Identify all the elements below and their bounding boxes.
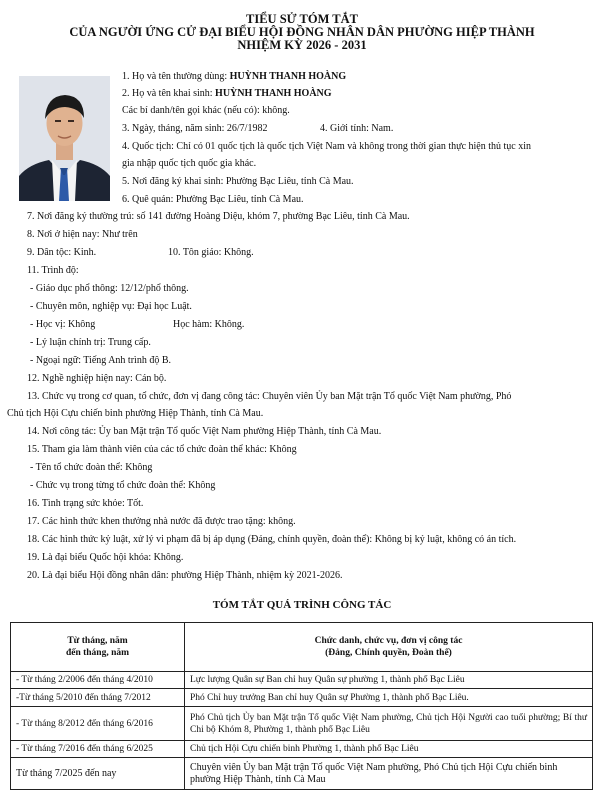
field-gender: 4. Giới tính: Nam. — [320, 123, 394, 134]
field-birth-date: 3. Ngày, tháng, năm sinh: 26/7/1982 — [122, 123, 268, 134]
field-awards: 17. Các hình thức khen thưởng nhà nước đã được trao tặng: không. — [27, 516, 296, 527]
field-specialty: - Chuyên môn, nghiệp vụ: Đại học Luật. — [30, 301, 192, 312]
field-discipline: 18. Các hình thức kỷ luật, xử lý vi phạm đã bị áp dụng (Đảng, chính quyền, đoàn thể): Không bị kỷ luật, không có án tích. — [27, 534, 517, 545]
doc-subtitle: CỦA NGƯỜI ỨNG CỬ ĐẠI BIỂU HỘI ĐỒNG NHÂN DÂN PHƯỜNG HIỆP THÀNH — [69, 25, 535, 39]
field-foreign-language: - Ngoại ngữ: Tiếng Anh trình độ B. — [30, 355, 171, 366]
field-common-name: 1. Họ và tên thường dùng: HUỲNH THANH HOÀNG — [122, 71, 347, 82]
doc-term: NHIỆM KỲ 2026 - 2031 — [237, 38, 367, 52]
field-birth-name: 2. Họ và tên khai sinh: HUỲNH THANH HOÀNG — [122, 88, 332, 99]
field-workplace: 14. Nơi công tác: Ủy ban Mặt trận Tổ quốc Việt Nam phường Hiệp Thành, tỉnh Cà Mau. — [27, 426, 382, 437]
field-permanent-address: 7. Nơi đăng ký thường trú: số 141 đường Hoàng Diệu, khóm 7, phường Bạc Liêu, tỉnh Cà Mau. — [27, 211, 410, 222]
table-row — [11, 741, 593, 758]
table-cell-period: Từ tháng 7/2025 đến nay — [11, 758, 185, 790]
field-ethnicity: 9. Dân tộc: Kinh. — [27, 247, 97, 258]
table-row — [11, 707, 593, 741]
field-occupation: 12. Nghề nghiệp hiện nay: Cán bộ. — [27, 373, 167, 384]
field-current-address: 8. Nơi ở hiện nay: Như trên — [27, 229, 138, 240]
table-cell-period: - Từ tháng 8/2012 đến tháng 6/2016 — [11, 707, 185, 741]
table-cell-period: - Từ tháng 7/2016 đến tháng 6/2025 — [11, 741, 185, 758]
field-degree: - Học vị: Không — [30, 319, 96, 330]
table-row — [11, 689, 593, 707]
field-aliases: Các bí danh/tên gọi khác (nếu có): không. — [122, 105, 290, 116]
field-health: 16. Tình trạng sức khỏe: Tốt. — [27, 498, 144, 509]
doc-title: TIỂU SỬ TÓM TẮT — [246, 12, 358, 26]
field-religion: 10. Tôn giáo: Không. — [168, 247, 254, 258]
table-cell-role: Phó Chỉ huy trưởng Ban chỉ huy Quân sự Phường 1, thành phố Bạc Liêu. — [185, 689, 593, 707]
career-section-title: TÓM TẮT QUÁ TRÌNH CÔNG TÁC — [212, 599, 392, 611]
field-education-heading: 11. Trình độ: — [27, 265, 79, 276]
field-organizations: 15. Tham gia làm thành viên của các tổ chức đoàn thể khác: Không — [27, 444, 297, 455]
column-header-period: Từ tháng, năm đến tháng, năm — [11, 623, 185, 672]
field-nationality: 4. Quốc tịch: Chỉ có 01 quốc tịch là quốc tịch Việt Nam và không trong thời gian thực hiện thủ tục xin — [122, 141, 532, 152]
field-position-cont: Chủ tịch Hội Cựu chiến binh phường Hiệp Thành, tỉnh Cà Mau. — [7, 408, 264, 419]
career-table — [10, 622, 593, 790]
column-header-role: Chức danh, chức vụ, đơn vị công tác (Đảng, Chính quyền, Đoàn thể) — [185, 623, 593, 672]
table-cell-role: Lực lượng Quân sự Ban chỉ huy Quân sự phường 1, thành phố Bạc Liêu — [185, 672, 593, 689]
field-peoples-council: 20. Là đại biểu Hội đồng nhân dân: phường Hiệp Thành, nhiệm kỳ 2021-2026. — [27, 570, 343, 581]
field-position: 13. Chức vụ trong cơ quan, tổ chức, đơn vị đang công tác: Chuyên viên Ủy ban Mặt trận Tổ quốc Việt Nam phường, Phó — [27, 391, 512, 402]
table-cell-period: -Từ tháng 5/2010 đến tháng 7/2012 — [11, 689, 185, 707]
table-row — [11, 758, 593, 790]
field-general-education: - Giáo dục phổ thông: 12/12/phổ thông. — [30, 283, 189, 294]
table-row — [11, 672, 593, 689]
field-birth-registration: 5. Nơi đăng ký khai sinh: Phường Bạc Liêu, tỉnh Cà Mau. — [122, 176, 354, 187]
candidate-photo — [19, 76, 110, 201]
table-cell-role: Chuyên viên Ủy ban Mặt trận Tổ quốc Việt Nam phường, Phó Chủ tịch Hội Cựu chiến binh phường Hiệp Thành, tỉnh Cà Mau — [185, 758, 593, 790]
field-organization-role: - Chức vụ trong từng tổ chức đoàn thể: Không — [30, 480, 216, 491]
table-cell-role: Chủ tịch Hội Cựu chiến binh Phường 1, thành phố Bạc Liêu — [185, 741, 593, 758]
table-header-row — [11, 623, 593, 672]
field-hometown: 6. Quê quán: Phường Bạc Liêu, tỉnh Cà Mau. — [122, 194, 304, 205]
table-cell-role: Phó Chủ tịch Ủy ban Mặt trận Tổ quốc Việt Nam phường, Chủ tịch Hội Người cao tuổi phường; Bí thư Chi bộ Khóm 8, Phường 1, thành phố Bạc Liêu — [185, 707, 593, 741]
field-national-assembly: 19. Là đại biểu Quốc hội khóa: Không. — [27, 552, 184, 563]
field-academic-title: Học hàm: Không. — [173, 319, 245, 330]
field-nationality-cont: gia nhập quốc tịch quốc gia khác. — [122, 158, 257, 169]
field-political-theory: - Lý luận chính trị: Trung cấp. — [30, 337, 151, 348]
table-cell-period: - Từ tháng 2/2006 đến tháng 4/2010 — [11, 672, 185, 689]
field-organization-name: - Tên tổ chức đoàn thể: Không — [30, 462, 153, 473]
